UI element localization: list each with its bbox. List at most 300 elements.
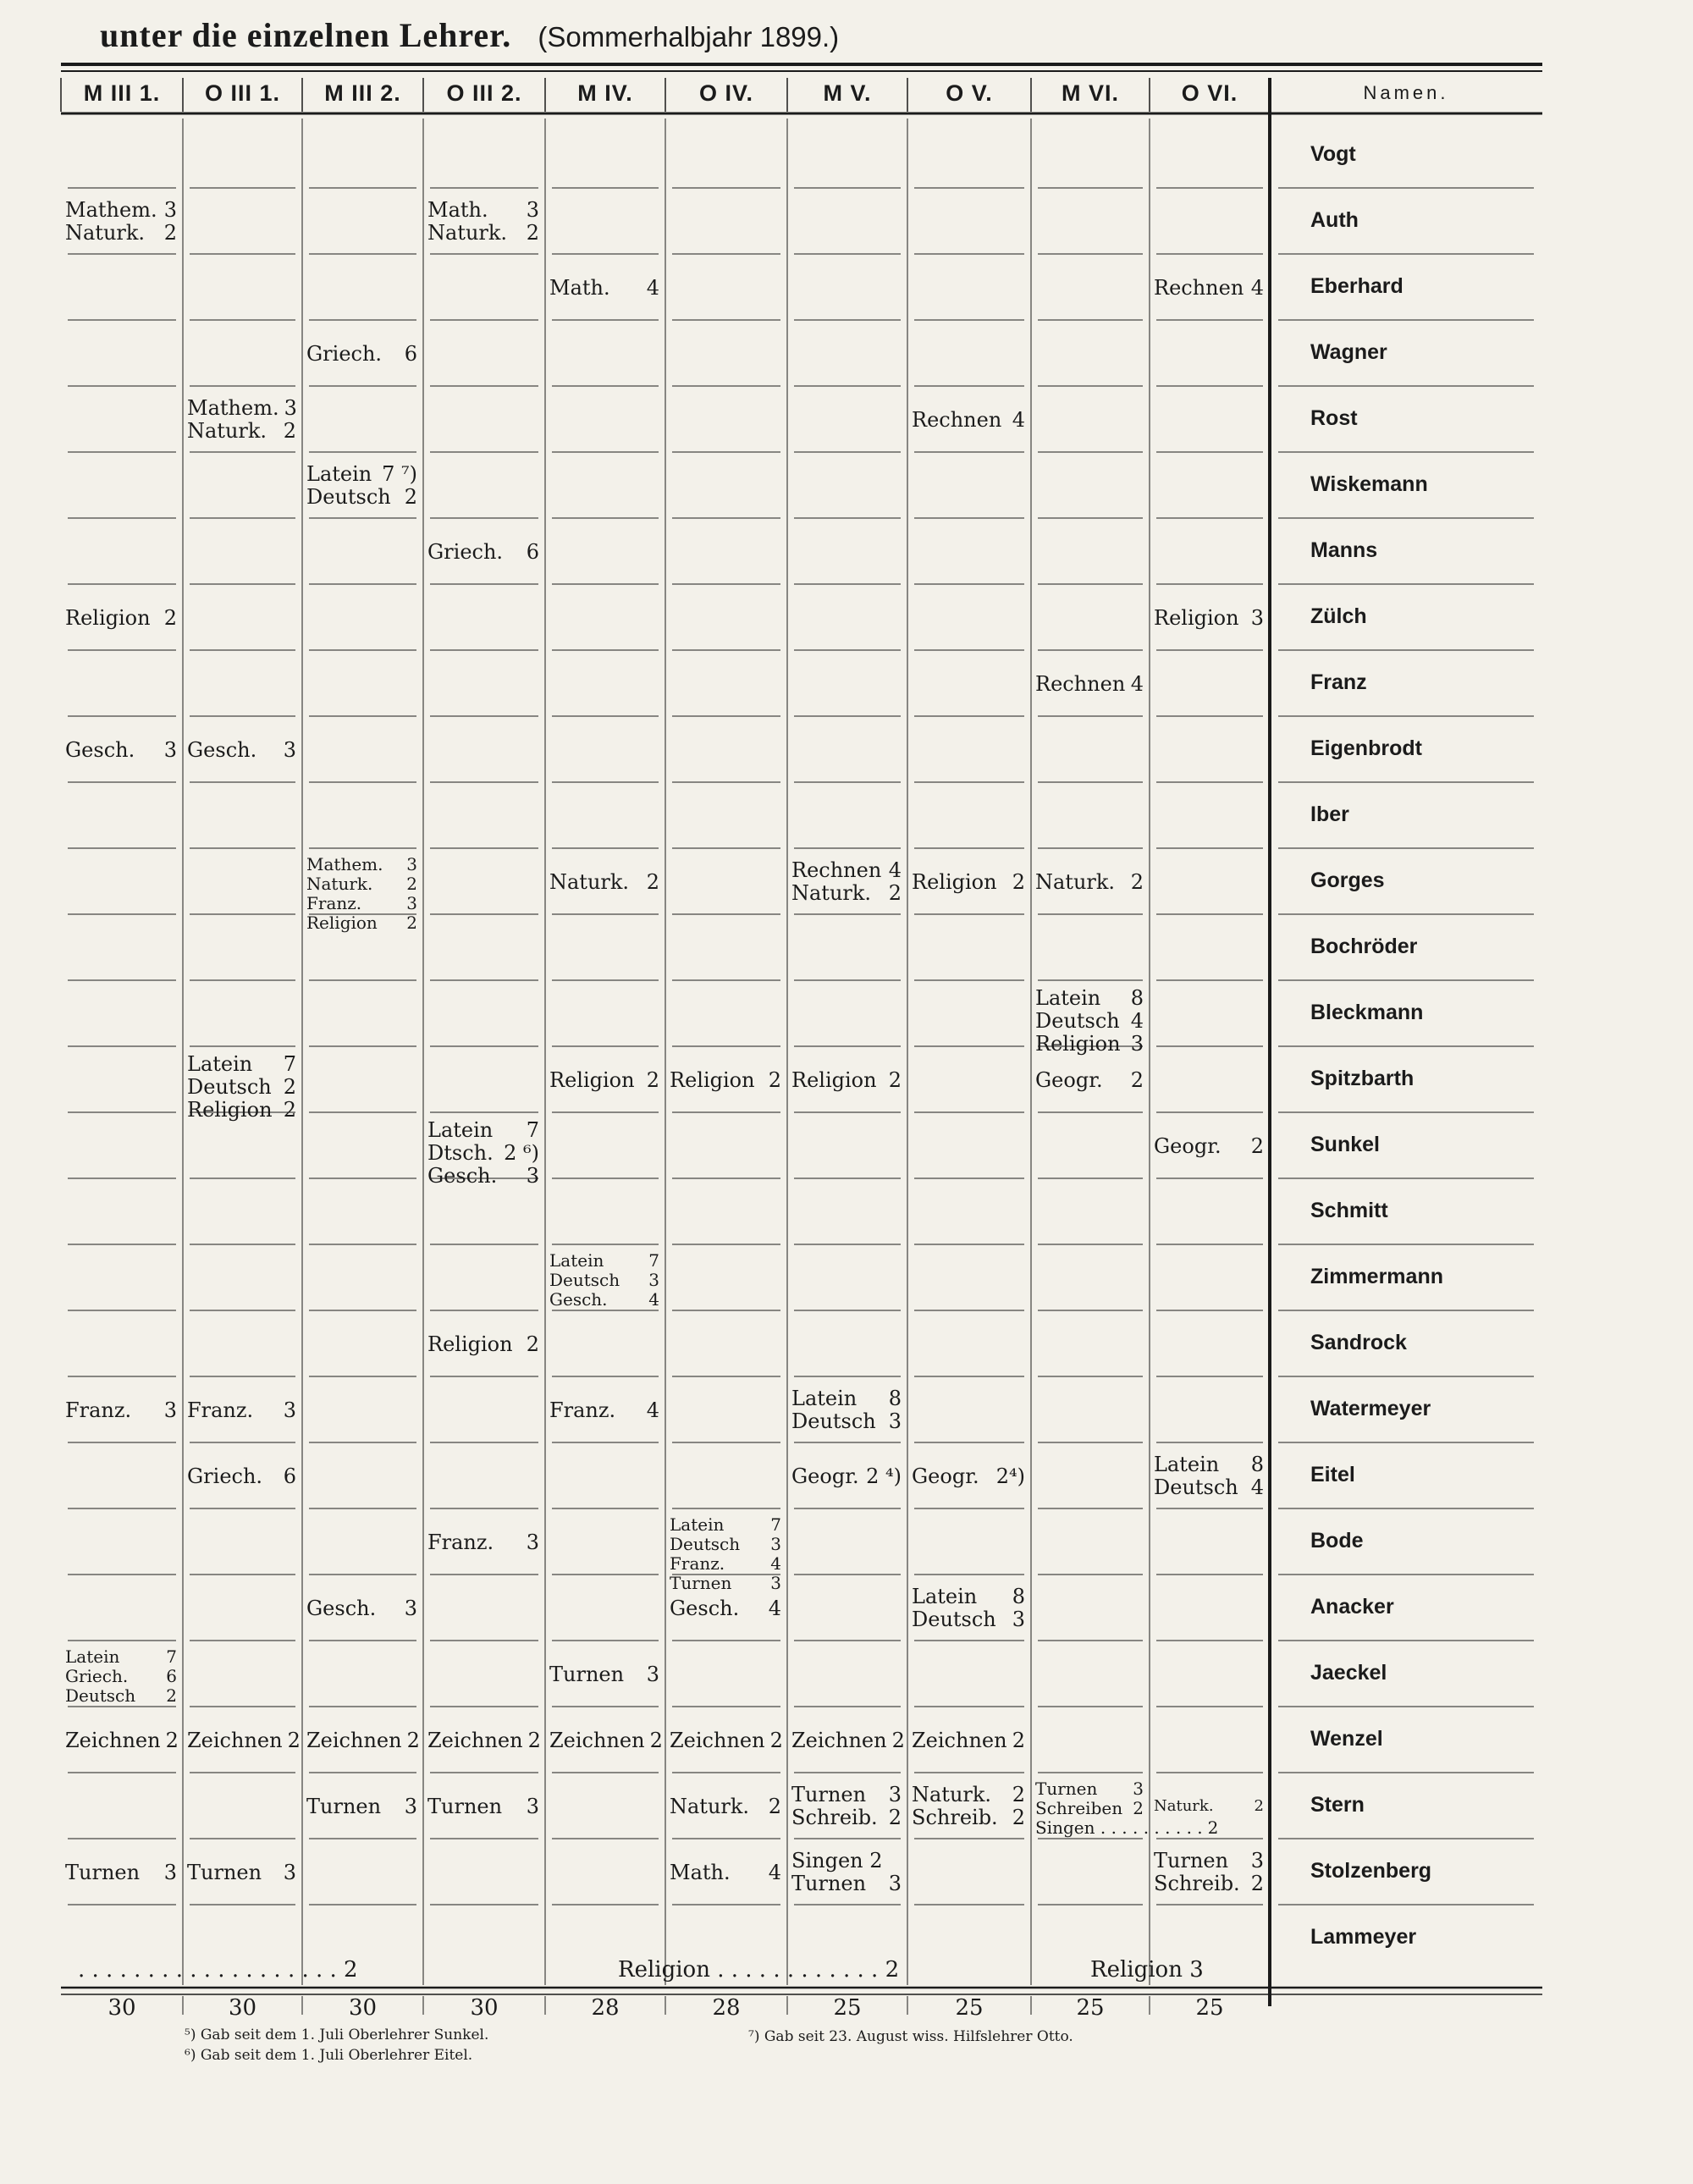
subject: Rechnen [791, 858, 882, 882]
assignment-cell [912, 409, 1025, 432]
class-total: 28 [712, 1995, 741, 2021]
subject: Griech. [306, 341, 383, 366]
subject: Geogr. [912, 1464, 979, 1488]
teacher-name: Schmitt [1310, 1199, 1388, 1222]
hours: 3 [163, 198, 177, 222]
subject: Franz. [427, 1530, 494, 1554]
teacher-name: Bochröder [1310, 935, 1418, 958]
assignment-cell [187, 1053, 296, 1122]
hours: 2 [1130, 1067, 1144, 1092]
teacher-name: Rost [1310, 406, 1358, 430]
assignment-cell [549, 1663, 659, 1686]
hours: 3 [648, 1270, 659, 1290]
subject: Latein [670, 1514, 725, 1535]
hours: 2 [1012, 1806, 1025, 1829]
hours: 2 [166, 1685, 177, 1706]
assignment-cell [306, 1795, 417, 1818]
assignment-cell [65, 1861, 177, 1884]
class-total: 30 [470, 1995, 499, 2021]
class-total: 28 [591, 1995, 620, 2021]
hours: 2 [1012, 869, 1025, 894]
subject: Religion [306, 913, 378, 933]
subject: Mathem. [65, 198, 157, 222]
subject: Singen . . . . . . . . . . [1035, 1817, 1203, 1838]
hours: 2 [406, 1728, 420, 1752]
assignment-cell [549, 1069, 659, 1092]
subject: Latein [549, 1250, 604, 1271]
hours: 4 [768, 1860, 781, 1884]
subject: Franz. [65, 1398, 132, 1422]
subject: Naturk. [306, 874, 373, 894]
subject: Rechnen [1154, 275, 1244, 300]
subject: Zeichnen [912, 1728, 1007, 1752]
hours: 7 [283, 1052, 296, 1076]
hours: 2 [163, 605, 177, 630]
hours: 4 [1250, 1475, 1264, 1499]
teacher-name: Sunkel [1310, 1133, 1380, 1156]
subject: Naturk. [791, 881, 872, 905]
assignment-cell [1154, 607, 1264, 630]
assignment-cell [1035, 987, 1144, 1056]
assignment-cell [912, 871, 1025, 894]
class-header: O V. [946, 80, 993, 106]
hours: 2 [406, 913, 417, 933]
subject: Zeichnen [187, 1728, 283, 1752]
subject: Gesch. [65, 737, 135, 762]
hours: 3 [163, 1398, 177, 1422]
hours: 4 [1130, 671, 1144, 696]
assignment-cell [427, 1795, 539, 1818]
hours: 4 [1012, 407, 1025, 432]
subject: Franz. [187, 1398, 254, 1422]
hours: 3 [1250, 1849, 1264, 1872]
hours: 3 [163, 737, 177, 762]
hours: 2 [406, 874, 417, 894]
assignment-cell [1035, 1069, 1144, 1092]
subject: Griech. [187, 1464, 263, 1488]
subject: Turnen [1035, 1779, 1098, 1799]
hours: 3 [526, 1530, 539, 1554]
teacher-name: Stern [1310, 1793, 1365, 1817]
hours: 2 [1012, 1728, 1025, 1752]
hours: 8 [1130, 986, 1144, 1010]
assignment-cell [1035, 871, 1144, 894]
class-total: 25 [1195, 1995, 1224, 2021]
hours: 2 [769, 1728, 783, 1752]
teacher-name: Bode [1310, 1529, 1364, 1553]
subject: Turnen [670, 1573, 732, 1593]
subject: Deutsch [791, 1409, 876, 1433]
assignment-cell [427, 541, 539, 564]
assignment-cell [549, 1251, 659, 1310]
assignment-cell [427, 1531, 539, 1554]
hours: 3 [888, 1783, 902, 1806]
teacher-name: Anacker [1310, 1595, 1394, 1619]
hours: 2 [527, 1728, 541, 1752]
assignment-cell [549, 1399, 659, 1422]
class-header: M IV. [577, 80, 633, 106]
subject: Religion [427, 1332, 513, 1356]
subject: Turnen [427, 1794, 503, 1818]
hours: 2 [888, 881, 902, 905]
hours: 4 [768, 1596, 781, 1620]
hours: 2 [287, 1728, 301, 1752]
hours: 2 [526, 221, 539, 245]
assignment-cell [791, 1850, 902, 1895]
class-header: O III 1. [204, 80, 281, 106]
hours: 3 [526, 1164, 539, 1188]
lammeyer-religion-dots: . . . . . . . . . . . . . . . . . . . 2 [78, 1957, 358, 1983]
subject: Franz. [549, 1398, 616, 1422]
heading-main: unter die einzelnen Lehrer. [100, 16, 512, 54]
hours: 3 [406, 893, 417, 913]
hours: 7 [166, 1646, 177, 1667]
hours: 2 [283, 1098, 296, 1122]
teacher-name: Jaeckel [1310, 1661, 1387, 1685]
assignment-cell [670, 1069, 781, 1092]
assignment-cell [306, 1728, 420, 1752]
hours: 3 [888, 1872, 902, 1895]
hours: 3 [404, 1596, 417, 1620]
assignment-cell [791, 1387, 902, 1433]
teacher-name: Spitzbarth [1310, 1067, 1415, 1090]
hours: 4 [770, 1553, 781, 1574]
hours: 2 [1250, 1872, 1264, 1895]
subject: Religion [549, 1067, 635, 1092]
subject: Naturk. [65, 221, 146, 245]
hours: 2 [891, 1728, 905, 1752]
subject: Religion [187, 1098, 273, 1122]
hours: 8 [1250, 1453, 1264, 1476]
hours: 3 [404, 1794, 417, 1818]
subject: Religion [1035, 1032, 1121, 1056]
assignment-cell [912, 1586, 1025, 1631]
subject: Naturk. [549, 869, 630, 894]
subject: Naturk. [427, 221, 508, 245]
teacher-name: Eberhard [1310, 274, 1403, 298]
hours: 4 [646, 275, 659, 300]
hours: 6 [526, 539, 539, 564]
hours: 4 [648, 1289, 659, 1310]
hours: 2 [163, 221, 177, 245]
assignment-cell [670, 1597, 781, 1620]
hours: 8 [888, 1387, 902, 1410]
assignment-cell [187, 397, 296, 443]
hours: 2 [646, 869, 659, 894]
assignment-cell [1154, 1453, 1264, 1499]
subject: Schreib. [791, 1806, 878, 1829]
subject: Latein [912, 1585, 978, 1608]
subject: Schreib. [1154, 1872, 1240, 1895]
teacher-name: Manns [1310, 538, 1378, 562]
subject: Schreiben [1035, 1798, 1123, 1818]
class-header: O VI. [1181, 80, 1238, 106]
class-header: M V. [823, 80, 872, 106]
assignment-cell [670, 1729, 781, 1752]
class-header: M VI. [1061, 80, 1119, 106]
subject: Deutsch [1154, 1475, 1238, 1499]
hours: 3 [526, 198, 539, 222]
hours: 6 [404, 341, 417, 366]
hours: 3 [646, 1662, 659, 1686]
assignment-cell [912, 1784, 1025, 1829]
teacher-name: Bleckmann [1310, 1001, 1424, 1024]
hours: 3 [888, 1409, 902, 1433]
hours: 3 [284, 396, 297, 420]
hours: 2 [283, 419, 296, 443]
assignment-cell [549, 1728, 663, 1752]
hours: 4 [888, 858, 902, 882]
assignment-cell [670, 1515, 781, 1593]
hours: 4 [646, 1398, 659, 1422]
class-header: M III 1. [83, 80, 161, 106]
teacher-name: Wagner [1310, 340, 1387, 364]
hours: 8 [1012, 1585, 1025, 1608]
hours: 6 [283, 1464, 296, 1488]
hours: 4 [1130, 1009, 1144, 1033]
subject: Zeichnen [549, 1728, 645, 1752]
subject: Gesch. [670, 1596, 740, 1620]
subject: Latein [1035, 986, 1101, 1010]
assignment-cell [791, 1069, 902, 1092]
subject: Latein [187, 1052, 253, 1076]
class-total: 25 [833, 1995, 862, 2021]
assignment-cell [427, 199, 539, 245]
assignment-cell [427, 1729, 539, 1752]
subject: Griech. [65, 1666, 129, 1686]
subject: Deutsch [65, 1685, 136, 1706]
hours: 2 [1133, 1798, 1144, 1818]
hours: 2 [526, 1332, 539, 1356]
hours: 2 [283, 1075, 296, 1099]
teacher-name: Iber [1310, 802, 1349, 826]
subject: Naturk. [1154, 1797, 1214, 1815]
teacher-name: Vogt [1310, 142, 1356, 166]
footnote-7: ⁷) Gab seit 23. August wiss. Hilfslehrer Otto. [748, 2028, 1073, 2045]
assignment-cell [791, 1728, 905, 1752]
subject: Math. [427, 198, 488, 222]
teacher-name: Wiskemann [1310, 472, 1428, 496]
subject: Turnen [1154, 1849, 1229, 1872]
subject: Mathem. [187, 396, 279, 420]
hours: 2 [646, 1067, 659, 1092]
subject: Deutsch [306, 485, 391, 509]
hours: 2 ⁴) [866, 1464, 902, 1488]
subject: Griech. [427, 539, 504, 564]
teacher-name: Wenzel [1310, 1727, 1383, 1751]
assignment-cell [1154, 1135, 1264, 1158]
subject: Turnen [791, 1872, 867, 1895]
subject: Latein [65, 1646, 120, 1667]
assignment-cell [65, 607, 177, 630]
assignment-cell [1035, 673, 1144, 696]
subject: Math. [670, 1860, 731, 1884]
subject: Deutsch [1035, 1009, 1120, 1033]
subject: Deutsch [187, 1075, 272, 1099]
assignment-cell [65, 1729, 177, 1752]
hours: 2 [1254, 1797, 1264, 1815]
subject: Rechnen [1035, 671, 1126, 696]
hours: 3 [163, 1860, 177, 1884]
class-total: 25 [1076, 1995, 1105, 2021]
subject: Turnen [791, 1783, 867, 1806]
assignment-cell [791, 1784, 902, 1829]
subject: Turnen [65, 1860, 141, 1884]
assignment-cell [187, 739, 296, 762]
subject: Geogr. [1035, 1067, 1103, 1092]
subject: Singen 2 [791, 1849, 883, 1872]
assignment-cell [306, 1597, 417, 1620]
assignment-cell [187, 1861, 296, 1884]
assignment-cell [549, 277, 659, 300]
class-header: M III 2. [324, 80, 401, 106]
subject: Latein [427, 1118, 494, 1142]
hours: 3 [406, 854, 417, 874]
class-total: 30 [228, 1995, 257, 2021]
subject: Franz. [670, 1553, 725, 1574]
subject: Religion [65, 605, 151, 630]
teacher-name: Zimmermann [1310, 1265, 1443, 1288]
hours: 3 [1133, 1779, 1144, 1799]
assignment-cell [1154, 1797, 1264, 1816]
teacher-name: Eitel [1310, 1463, 1355, 1486]
subject: Schreib. [912, 1806, 998, 1829]
assignment-cell [306, 463, 417, 509]
hours: 2 [1130, 869, 1144, 894]
teacher-name: Gorges [1310, 869, 1385, 892]
teacher-name: Lammeyer [1310, 1925, 1417, 1949]
subject: Deutsch [670, 1534, 741, 1554]
hours: 7 ⁷) [382, 462, 417, 486]
hours: 2 ⁶) [504, 1141, 539, 1165]
teacher-name: Watermeyer [1310, 1397, 1431, 1420]
hours: 3 [1130, 1032, 1144, 1056]
hours: 3 [770, 1534, 781, 1554]
assignment-cell [1154, 277, 1264, 300]
teacher-name: Sandrock [1310, 1331, 1407, 1354]
subject: Naturk. [1035, 869, 1116, 894]
subject: Gesch. [549, 1289, 608, 1310]
hours: 2 [768, 1067, 781, 1092]
names-header: Namen. [1363, 82, 1449, 103]
subject: Geogr. [1154, 1133, 1221, 1158]
assignment-cell [670, 1795, 781, 1818]
subject: Dtsch. [427, 1141, 494, 1165]
hours: 3 [283, 1398, 296, 1422]
hours: 7 [648, 1250, 659, 1271]
assignment-cell [1154, 1850, 1264, 1895]
assignment-cell [65, 199, 177, 245]
assignment-cell [791, 1465, 902, 1488]
hours: 7 [770, 1514, 781, 1535]
hours: 3 [526, 1794, 539, 1818]
teacher-name: Eigenbrodt [1310, 736, 1422, 760]
subject: Turnen [549, 1662, 625, 1686]
subject: Religion [670, 1067, 755, 1092]
subject: Religion [1154, 605, 1239, 630]
teacher-name: Franz [1310, 670, 1367, 694]
subject: Gesch. [187, 737, 257, 762]
assignment-cell [187, 1465, 296, 1488]
assignment-cell [306, 855, 417, 933]
hours: 2⁴) [995, 1464, 1025, 1488]
hours: 3 [283, 1860, 296, 1884]
subject: Geogr. [791, 1464, 859, 1488]
subject: Naturk. [912, 1783, 992, 1806]
subject: Turnen [306, 1794, 382, 1818]
assignment-cell [65, 739, 177, 762]
assignment-cell [670, 1861, 781, 1884]
hours: 2 [888, 1067, 902, 1092]
class-total: 30 [108, 1995, 136, 2021]
assignment-cell [306, 343, 417, 366]
assignment-cell [187, 1399, 296, 1422]
subject: Turnen [187, 1860, 262, 1884]
subject: Zeichnen [306, 1728, 402, 1752]
subject: Naturk. [670, 1794, 750, 1818]
assignment-cell [912, 1465, 1025, 1488]
subject: Naturk. [187, 419, 267, 443]
subject: Gesch. [306, 1596, 377, 1620]
subject: Rechnen [912, 407, 1002, 432]
class-total: 25 [955, 1995, 984, 2021]
hours: 3 [283, 737, 296, 762]
teacher-name: Zülch [1310, 604, 1367, 628]
hours: 2 [768, 1794, 781, 1818]
lammeyer-religion-middle: Religion . . . . . . . . . . . . 2 [618, 1957, 900, 1983]
hours: 3 [1250, 605, 1264, 630]
hours: 2 [1250, 1133, 1264, 1158]
subject: Latein [791, 1387, 858, 1410]
subject: Math. [549, 275, 610, 300]
subject: Mathem. [306, 854, 383, 874]
hours: 3 [1012, 1608, 1025, 1631]
class-header: O III 2. [446, 80, 522, 106]
teacher-name: Stolzenberg [1310, 1859, 1432, 1883]
teacher-name: Auth [1310, 208, 1359, 232]
assignment-cell [912, 1729, 1025, 1752]
assignment-cell [791, 859, 902, 905]
subject: Zeichnen [427, 1728, 523, 1752]
assignment-cell [549, 871, 659, 894]
hours: 2 [1012, 1783, 1025, 1806]
hours: 6 [166, 1666, 177, 1686]
subject: Gesch. [427, 1164, 498, 1188]
assignment-cell [427, 1119, 539, 1188]
assignment-cell [65, 1647, 177, 1706]
subject: Zeichnen [791, 1728, 887, 1752]
footnote-6: ⁶) Gab seit dem 1. Juli Oberlehrer Eitel. [185, 2047, 473, 2064]
subject: Deutsch [549, 1270, 620, 1290]
subject: Religion [791, 1067, 877, 1092]
hours: 2 [1207, 1817, 1219, 1838]
hours: 3 [770, 1573, 781, 1593]
heading-term: (Sommerhalbjahr 1899.) [538, 21, 840, 52]
footnote-5: ⁵) Gab seit dem 1. Juli Oberlehrer Sunkel. [185, 2027, 489, 2043]
subject: Latein [306, 462, 372, 486]
subject: Latein [1154, 1453, 1220, 1476]
subject: Deutsch [912, 1608, 996, 1631]
hours: 7 [526, 1118, 539, 1142]
hours: 2 [404, 485, 417, 509]
subject: Religion [912, 869, 997, 894]
lammeyer-religion-vi: Religion 3 [1090, 1957, 1204, 1983]
hours: 2 [165, 1728, 179, 1752]
assignment-cell [187, 1728, 301, 1752]
hours: 4 [1250, 275, 1264, 300]
class-header: O IV. [698, 80, 754, 106]
hours: 2 [649, 1728, 663, 1752]
